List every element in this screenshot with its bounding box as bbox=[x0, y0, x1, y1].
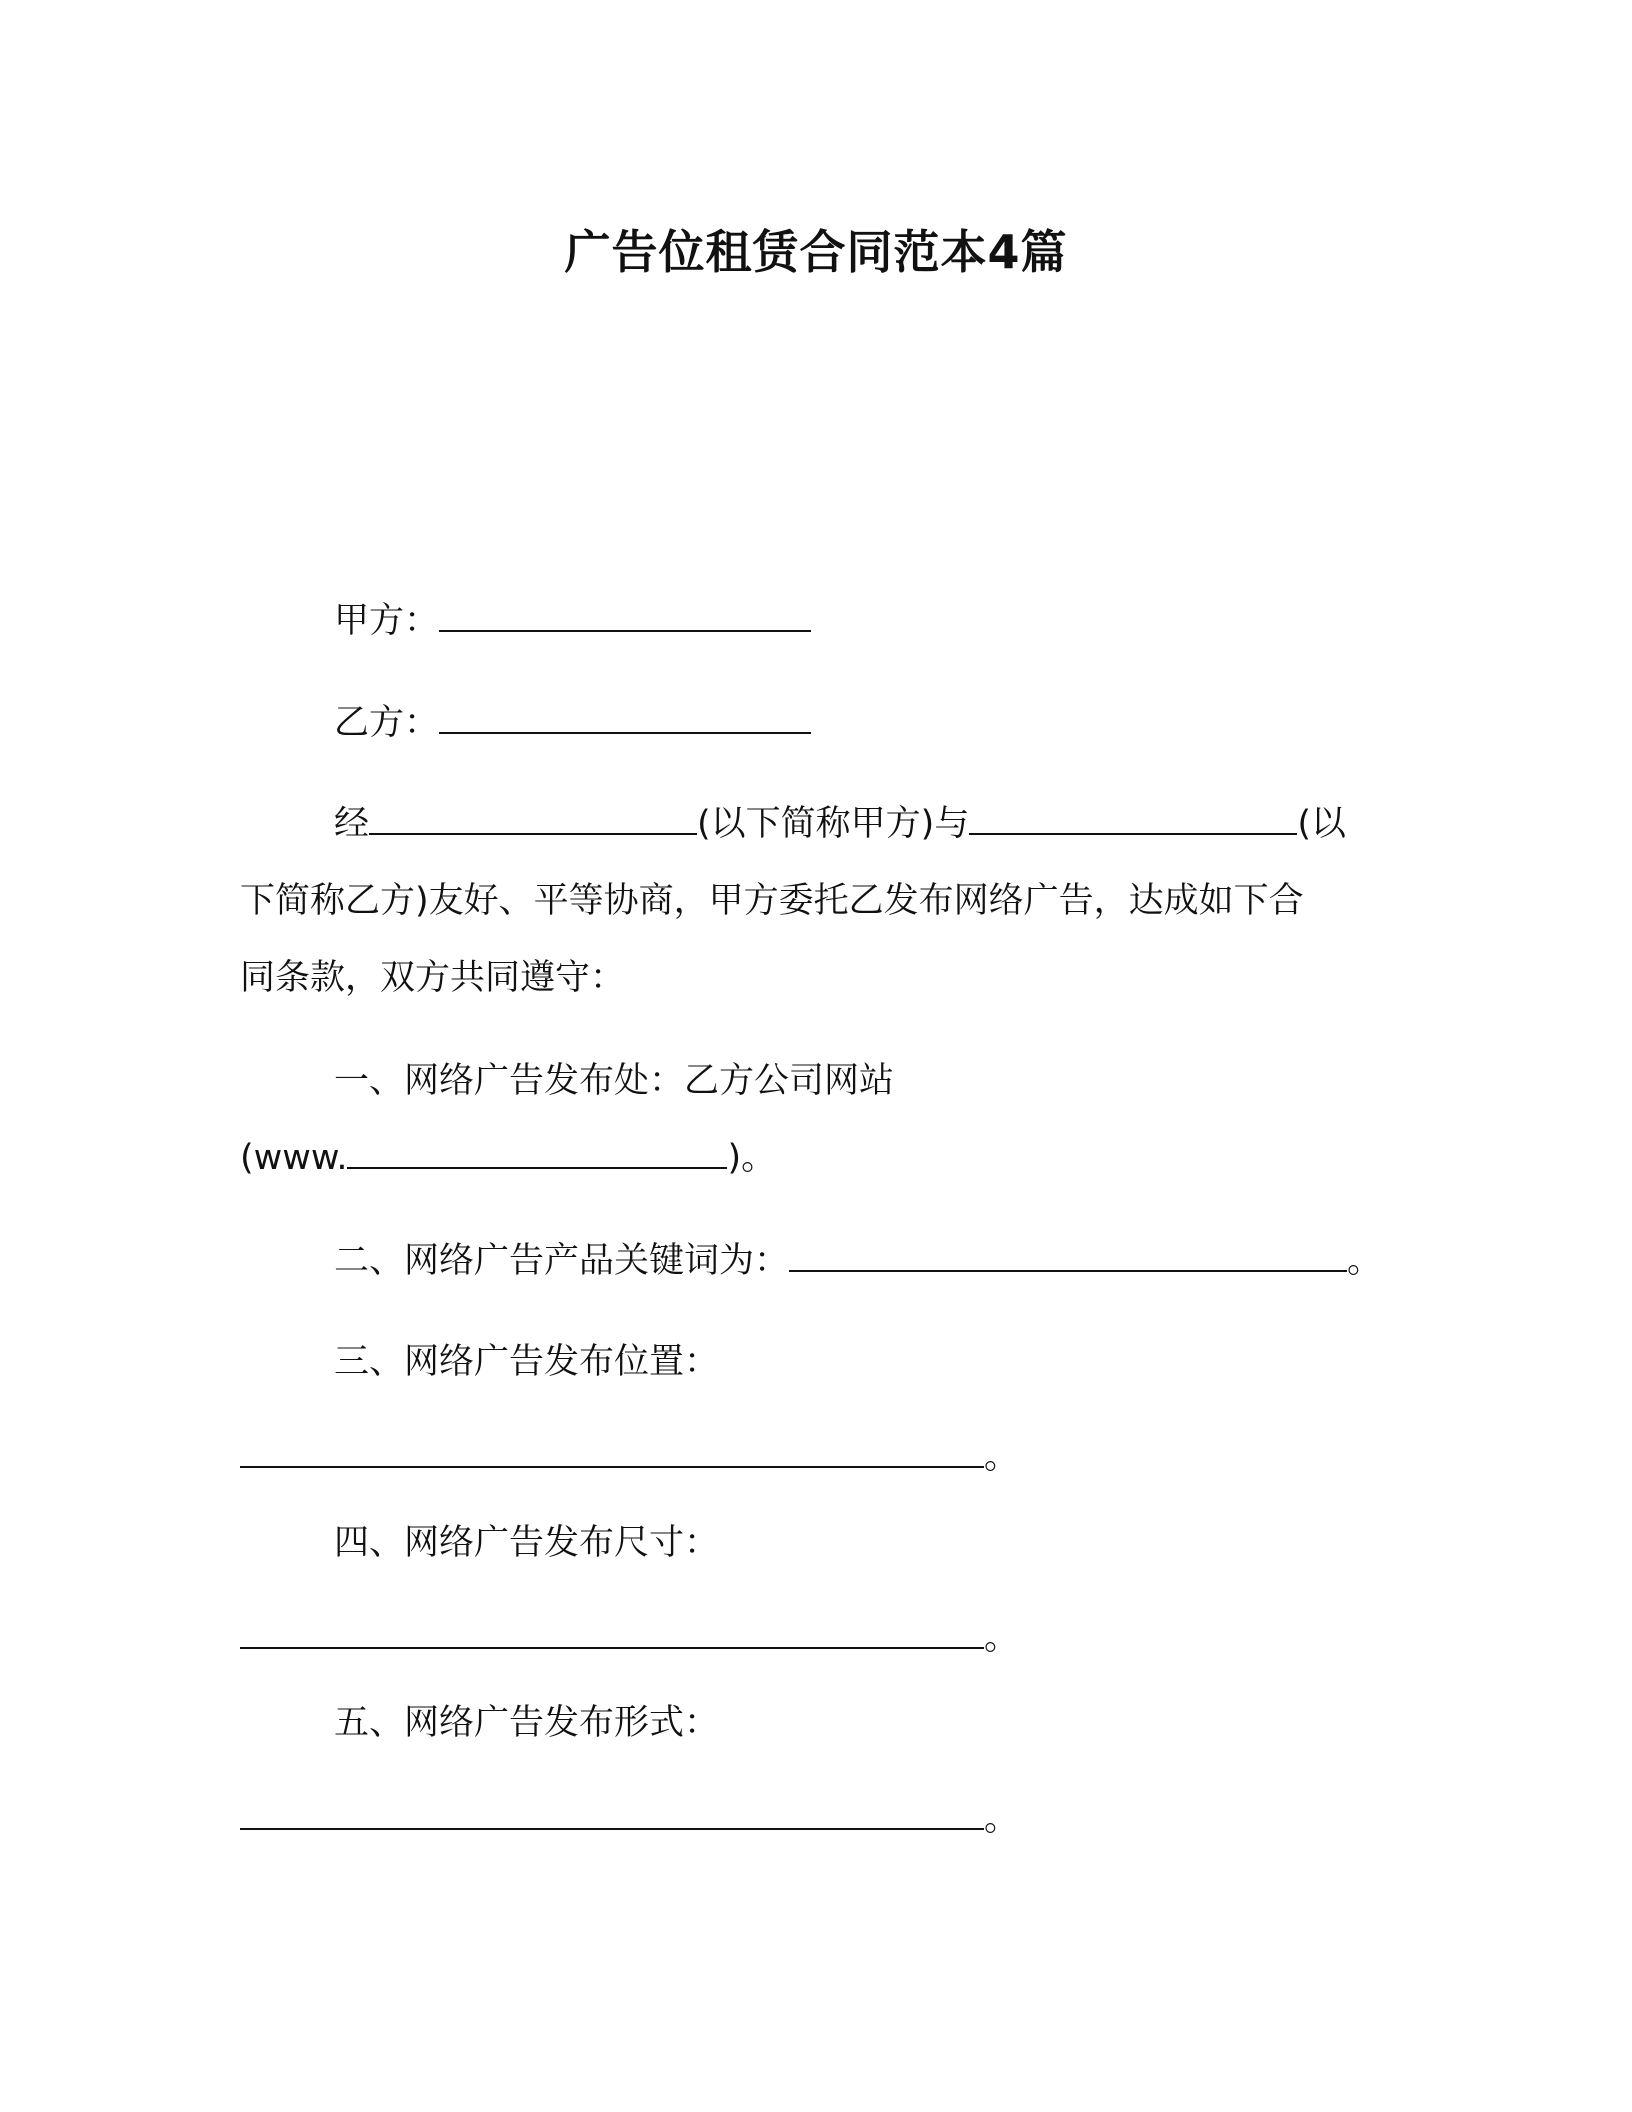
clause-1-url-line bbox=[240, 1133, 776, 1183]
clause-3-blank-line bbox=[240, 1432, 1019, 1482]
clause-2-line bbox=[334, 1236, 1382, 1286]
clause-5-label: 五、网络广告发布形式： bbox=[334, 1703, 720, 1743]
intro-blank-party-b bbox=[969, 799, 1297, 835]
clause-2-label: 二、网络广告产品关键词为： bbox=[334, 1241, 790, 1281]
intro-line-1 bbox=[334, 799, 1346, 849]
intro-mid: (以下简称甲方)与 bbox=[697, 804, 970, 844]
clause-3-end: 。 bbox=[984, 1437, 1020, 1477]
clause-5-blank bbox=[240, 1794, 984, 1830]
party-a-line bbox=[334, 596, 811, 646]
clause-4-label: 四、网络广告发布尺寸： bbox=[334, 1523, 720, 1563]
clause-1-url-blank bbox=[347, 1133, 727, 1169]
intro-line-2: 下简称乙方)友好、平等协商，甲方委托乙发布网络广告，达成如下合 bbox=[240, 881, 1304, 921]
party-b-blank bbox=[439, 698, 811, 734]
clause-4-blank-line bbox=[240, 1613, 1019, 1663]
clause-4-end: 。 bbox=[984, 1618, 1020, 1658]
clause-1-url-suffix: )。 bbox=[727, 1138, 777, 1178]
clause-2-end: 。 bbox=[1347, 1241, 1383, 1281]
clause-3-blank bbox=[240, 1432, 984, 1468]
intro-suffix: (以 bbox=[1297, 804, 1346, 844]
party-b-label: 乙方： bbox=[334, 703, 440, 743]
document-title: 广告位租赁合同范本4篇 bbox=[564, 225, 1068, 279]
intro-prefix: 经 bbox=[334, 804, 370, 844]
intro-line-3: 同条款，双方共同遵守： bbox=[240, 958, 626, 998]
clause-1-url-prefix: (www. bbox=[240, 1138, 348, 1178]
party-b-line bbox=[334, 698, 811, 748]
party-a-label: 甲方： bbox=[334, 601, 440, 641]
clause-5-blank-line bbox=[240, 1794, 1019, 1844]
clause-4-blank bbox=[240, 1613, 984, 1649]
clause-5-end: 。 bbox=[984, 1799, 1020, 1839]
clause-3-label: 三、网络广告发布位置： bbox=[334, 1342, 720, 1382]
intro-blank-party-a bbox=[369, 799, 697, 835]
clause-1-label: 一、网络广告发布处：乙方公司网站 bbox=[334, 1061, 895, 1101]
clause-2-blank bbox=[789, 1236, 1347, 1272]
party-a-blank bbox=[439, 596, 811, 632]
